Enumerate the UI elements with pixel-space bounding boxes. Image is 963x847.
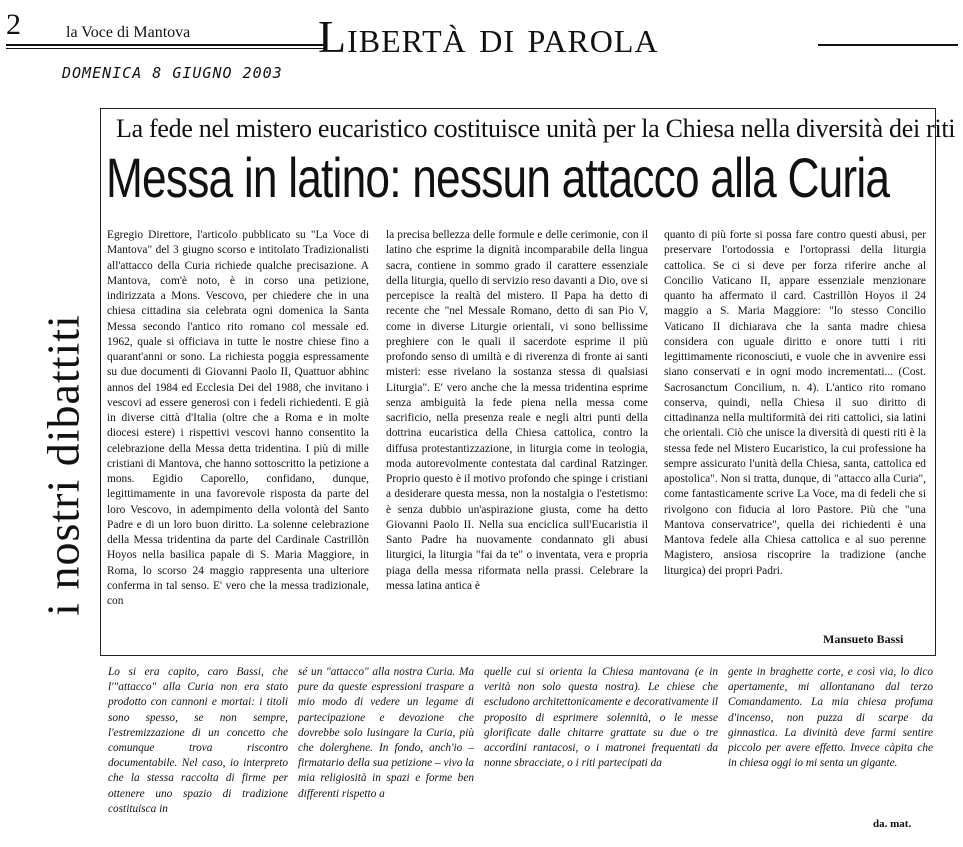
handwritten-date: DOMENICA 8 GIUGNO 2003 (62, 64, 283, 82)
article-text: Egregio Direttore, l'articolo pubblicato su "La Voce di Mantova" del 3 giugno scorso e intitolato Tradizionalisti all'attacco della Curia richiede qualche precisazione. A Mantova, com'è noto, è in corso una petizione, indirizzata a Mons. Vescovo, per chiedere che in una chiesa cittadina sia celebrata ogni domenica la Santa Messa secondo l'antico rito romano col messale ed. 1962, quale si officiava in tutte le nostre chiese fino a quarant'anni or sono. La richiesta poggia espressamente su due documenti di Giovanni Paolo II, Quattuor abhinc annos del 1984 ed Ecclesia Dei del 1988, che invitano i vescovi ad essere generosi con i fedeli richiedenti. E già in diverse città d'Italia (oltre che a Roma e in molte diocesi estere) i rispettivi vescovi hanno consentito la celebrazione della Messa detta tridentina. I più di mille cristiani di Mantova, che hanno sottoscritto la petizione a mons. Egidio Caporello, confidano, dunque, legittimamente in una favorevole risposta da parte del loro Vescovo, in adempimento della volontà del Santo Padre e di un loro buon diritto. La solenne celebrazione della Messa tridentina da parte del Cardinale Castrillòn Hoyos nella basilica papale di S. Maria Maggiore, in Roma, lo scorso 24 maggio rappresenta una ulteriore conferma in tal senso. E' vero che la messa tradizionale, con (107, 229, 369, 607)
section-rule (818, 44, 958, 46)
reply-column-1: Lo si era capito, caro Bassi, che l'"attacco" alla Curia non era stato prodotto con cannoni e mortai: i titoli sono spesso, se non sempre, l'estremizzazione di un concetto che comunque trova riscontro documentabile. Nel caso, io interpreto che la stessa raccolta di firme per ottenere uno spazio di tradizione costituisca in (108, 666, 288, 815)
reply-column-4: gente in braghette corte, e così via, lo dico apertamente, mi allontanano dal terzo Comandamento. La mia chiesa profuma d'incenso, non puzza di scarpe da ginnastica. La divinità deve farmi sentire piccolo per avere effetto. Invece càpita che in chiesa oggi io mi senta un gigante. (728, 666, 933, 770)
masthead-rule-thin (6, 48, 324, 49)
vertical-section-label (37, 268, 89, 662)
reply-column-2: sé un "attacco" alla nostra Curia. Ma pure da queste espressioni traspare a mio modo di vedere un legame di partecipazione e devozione che dovrebbe solo lusingare la Curia, più che dolerghene. In fondo, anch'io – firmatario della sua petizione – vivo la mia religiosità in spazi e forme ben differenti rispetto a (298, 666, 474, 800)
article-column-1 (107, 228, 369, 609)
article-headline: Messa in latino: nessun attacco alla Curia (106, 146, 890, 209)
article-subheadline: La fede nel mistero eucaristico costituisce unità per la Chiesa nella diversità dei riti (116, 114, 956, 143)
vertical-label-text: i nostri dibattiti (37, 314, 89, 616)
article-column-3 (664, 228, 926, 579)
article-column-2 (386, 228, 648, 594)
article-signature: Mansueto Bassi (823, 632, 904, 646)
reply-initials: da. mat. (873, 818, 912, 830)
page-number: 2 (6, 8, 21, 41)
masthead-rule (6, 44, 324, 46)
newspaper-name: la Voce di Mantova (66, 24, 191, 41)
section-title: Libertà di parola (318, 11, 659, 62)
article-text: la precisa bellezza delle formule e delle cerimonie, con il latino che esprime la dignità incomparabile della lingua sacra, contiene in sommo grado il carattere essenziale della liturgia, quello di servizio reso davanti a Dio, ove si percepisce la realtà del mistero. Il Papa ha detto di recente che "nel Messale Romano, detto di san Pio V, come in diverse Liturgie orientali, vi sono bellissime preghiere con le quali il sacerdote esprime il più profondo senso di umiltà e di riverenza di fronte ai santi misteri: esse rivelano la sostanza stessa di qualsiasi Liturgia". E' vero anche che la messa tridentina esprime senza ambiguità la fede piena nella messa come sacrificio, nella presenza reale e negli altri punti della dottrina eucaristica della Chiesa cattolica, contro la diffusa protestantizzazione, in liturgia come in teologia, moda autorevolmente contestata dal cardinal Ratzinger. Proprio questo è il motivo profondo che spinge i cristiani a desiderare questa messa, non la nostalgia o l'estetismo: è senza dubbio un'aspirazione giusta, come ha detto Giovanni Paolo II. Nella sua enciclica sull'Eucaristia il Santo Padre ha nuovamente condannato gli abusi liturgici, la liturgia "fai da te" o inventata, vera e propria piaga della messa riformata nella prassi. Celebrare la messa latina antica è (386, 229, 648, 592)
reply-column-3: quelle cui si orienta la Chiesa mantovana (e in verità non solo questa nostra). Le chiese che escludono architettonicamente e decorativamente il proposito di esprimere solennità, o le messe glorificate dalle chitarre grattate su due o tre accordini rantacosi, o i matronei frequentati da nonne sbracciate, o i riti partecipati da (484, 666, 718, 770)
article-text: quanto di più forte si possa fare contro questi abusi, per preservare l'ortodossia e l'ortoprassi della liturgia cattolica. Se ci si deve per forza riferire anche al Concilio Vaticano II, appare essenziale menzionare quanto ha affermato il card. Castrillòn Hoyos il 24 maggio a S. Maria Maggiore: "lo stesso Concilio Vaticano II dichiarava che la santa madre chiesa considera con uguale diritto e onore tutti i riti legittimamente riconosciuti, e vuole che in avvenire essi siano conservati e in ogni modo incrementati... (Cost. Sacrosanctum Concilium, n. 4). L'antico rito romano conserva, quindi, nella Chiesa il suo diritto di cittadinanza nella multiformità dei riti cattolici, sia latini che orientali. Ciò che unisce la diversità di questi riti è la stessa fede nel Mistero Eucaristico, la cui professione ha sempre assicurato l'unità della Chiesa, santa, cattolica ed apostolica". Non si tratta, dunque, di "attacco alla Curia", come fantasticamente scrive La Voce, ma di fedeli che si rivolgono con fiducia al loro Pastore. Più che "una Mantova conservatrice", quella dei richiedenti è una Mantova fedele alla Chiesa cattolica e al suo perenne Magistero, ansiosa riscoprire la tradizione (anche liturgica) dei propri Padri. (664, 229, 926, 577)
